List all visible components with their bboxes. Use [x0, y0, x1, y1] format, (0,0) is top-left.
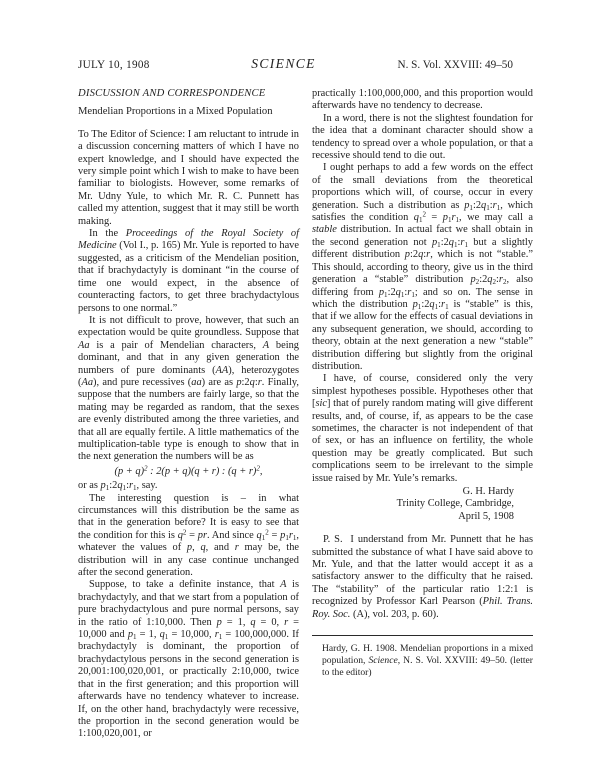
paragraph: I have, of course, considered only the very simplest hypotheses possible. Hypotheses other that [sic] that of purely random mating will give different results, and, of course, if, as appears to be the case sometimes, the character is not independent of that of sex, or has an influence on fertility, the whole question may be greatly complicated. But such complications seem to be irrelevant to the simple issue raised by Mr. Yule’s remarks.	[312, 373, 533, 484]
signature-line: April 5, 1908	[458, 510, 514, 522]
paragraph: or as $p_1:2q_1:r_1$, say.	[78, 480, 158, 493]
paragraph: In the Proceedings of the Royal Society of Medicine (Vol I., p. 165) Mr. Yule is reported to have suggested, as a criticism of the Mendelian position, that if brachydactyly is dominant “in the course of time one would expect, in the absence of counteracting factors, to get three brachydactylous persons to one normal.”	[78, 228, 299, 314]
opening-paragraph: To The Editor of Science: I am reluctant to intrude in a discussion concerning matters of which I have no expert knowledge, and I should have expected the very simple point which I wish to make to have been familiar to biologists. However, some remarks of Mr. Udny Yule, to which Mr. R. C. Punnett has called my attention, suggest that it may still be worth making.	[78, 128, 299, 227]
article-title: Mendelian Proportions in a Mixed Population	[78, 106, 273, 118]
paragraph: The interesting question is – in what circumstances will this distribution be the same as that in the generation before? It is easy to see that the condition for this is $q^2$ = pr. And since $q_1^2 = p_1r_1$, whatever the values of p, q, and r may be, the distribution will in any case continue unchanged after the second generation.	[78, 492, 300, 579]
signature-line: Trinity College, Cambridge,	[396, 498, 514, 510]
page-header	[78, 57, 533, 72]
paragraph: Suppose, to take a definite instance, that A is brachydactyly, and that we start from a population of pure brachydactylous and pure normal persons, say in the ratio of 1:10,000. Then p = 1, q = 0, r = 10,000 and $p_1 = 1$, $q_1 = 10,000$, $r_1 = 100,000,000$. If brachydactyly is dominant, the proportion of brachydactylous persons in the second generation is 20,001:100,020,001, or practically 2:10,000, twice that in the first generation; and this proportion will afterwards have no tendency whatever to increase. If, on the other hand, brachydactyly were recessive, the proportion in the second generation would be 1:100,020,001, or	[78, 579, 300, 740]
left-column	[78, 88, 299, 741]
signature-block	[312, 486, 533, 523]
citation-footnote: Hardy, G. H. 1908. Mendelian proportions in a mixed population, Science, N. S. Vol. XXVIII: 49–50. (letter to the editor)	[322, 643, 533, 678]
footnote-divider	[312, 635, 533, 636]
paragraph: In a word, there is not the slightest foundation for the idea that a dominant character should show a tendency to spread over a whole population, or that a recessive should tend to die out.	[312, 112, 533, 162]
paragraph: I ought perhaps to add a few words on the effect of the small deviations from the theoretical proportions which will, of course, occur in every generation. Such a distribution as $p_1:2q_1:r_1$, which satisfies the condition $q_1^2 = p_1r_1$, we may call a stable distribution. In actual fact we shall obtain in the second generation not $p_1:2q_1:r_1$ but a slightly different distribution p:2q:r, which is not “stable.” This should, according to theory, give us in the third generation a “stable” distribution $p_2:2q_2:r_2$, also differing from $p_1:2q_1:r_1$; and so on. The sense in which the distribution $p_1:2q_1:r_1$ is “stable” is this, that if we allow for the effects of casual deviations in any subsequent generation, we should, according to theory, obtain at the next generation a new “stable” distribution differing but slightly from the original distribution.	[312, 162, 534, 372]
section-heading: DISCUSSION AND CORRESPONDENCE	[78, 88, 266, 99]
two-column-body	[78, 88, 533, 741]
right-column	[312, 88, 533, 741]
equation: $(p + q)^2$ : 2(p + q)(q + r) : $(q + r)^2$,	[114, 464, 263, 477]
header-date: JULY 10, 1908	[78, 59, 150, 71]
header-volume: N. S. Vol. XXVIII: 49–50	[397, 59, 513, 71]
continuation-paragraph: practically 1:100,000,000, and this proportion would afterwards have no tendency to decrease.	[312, 88, 533, 112]
postscript: P. S. I understand from Mr. Punnett that he has submitted the substance of what I have said above to Mr. Yule, and that the latter would accept it as a satisfactory answer to the difficulty that he raised. The “stability” of the particular ratio 1:2:1 is recognized by Professor Karl Pearson (Phil. Trans. Roy. Soc. (A), vol. 203, p. 60).	[312, 534, 533, 620]
signature-line: G. H. Hardy	[462, 486, 514, 497]
paragraph: It is not difficult to prove, however, that such an expectation would be quite groundless. Suppose that Aa is a pair of Mendelian characters, A being dominant, and that in any given generation the numbers of pure dominants (AA), heterozygotes (Aa), and pure recessives (aa) are as p:2q:r. Finally, suppose that the numbers are fairly large, so that the mating may be regarded as random, that the sexes are evenly distributed among the three varieties, and that all are equally fertile. A little mathematics of the multiplication-table type is enough to show that in the next generation the numbers will be as	[78, 314, 300, 463]
journal-title: SCIENCE	[251, 56, 316, 71]
